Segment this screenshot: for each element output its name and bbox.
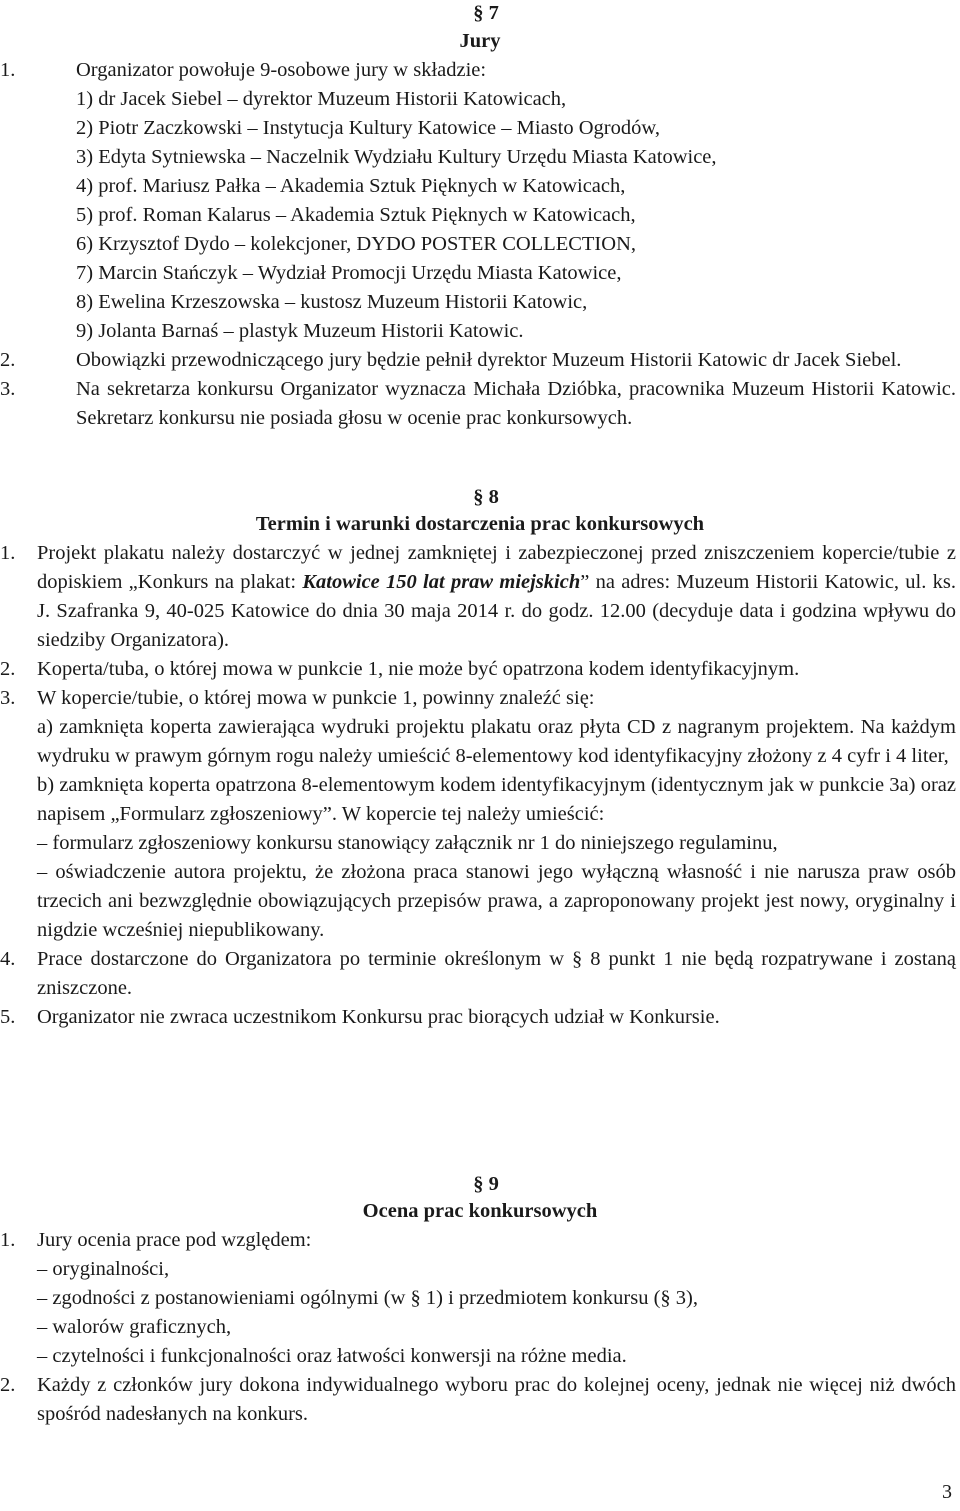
jury-member: 7) Marcin Stańczyk – Wydział Promocji Urzędu Miasta Katowice,	[76, 262, 622, 284]
evaluation-criterion: – czytelności i funkcjonalności oraz łatwości konwersji na różne media.	[37, 1345, 627, 1367]
s8-item-2-text: Koperta/tuba, o której mowa w punkcie 1, nie może być opatrzona kodem identyfikacyjnym.	[37, 658, 800, 680]
jury-member: 4) prof. Mariusz Pałka – Akademia Sztuk Pięknych w Katowicach,	[76, 175, 626, 197]
s7-item-3	[0, 375, 960, 433]
jury-member: 9) Jolanta Barnaś – plastyk Muzeum Historii Katowic.	[76, 320, 524, 342]
s8-item-3-dash-2: – oświadczenie autora projektu, że złożona praca stanowi jego wyłączną własność i nie narusza praw osób trzecich ani bezwzględnie obowiązujących przepisów prawa, a zaproponowany projekt jest nowy, oryginalny i nigdzie wcześniej niepublikowany.	[37, 861, 956, 941]
contest-name: Katowice 150 lat praw miejskich	[302, 571, 581, 593]
section-9-title: Ocena prac konkursowych	[362, 1200, 598, 1222]
s8-item-2-number: 2.	[0, 658, 16, 680]
jury-member: 6) Krzysztof Dydo – kolekcjoner, DYDO POSTER COLLECTION,	[76, 233, 636, 255]
s8-item-4-text: Prace dostarczone do Organizatora po terminie określonym w § 8 punkt 1 nie będą rozpatrywane i zostaną zniszczone.	[37, 948, 956, 999]
evaluation-criterion: – zgodności z postanowieniami ogólnymi (w § 1) i przedmiotem konkursu (§ 3),	[37, 1287, 699, 1309]
s8-item-1	[0, 539, 960, 655]
jury-member: 2) Piotr Zaczkowski – Instytucja Kultury Katowice – Miasto Ogrodów,	[76, 117, 660, 139]
s8-item-5-text: Organizator nie zwraca uczestnikom Konkursu prac biorących udział w Konkursie.	[37, 1006, 720, 1028]
s9-item-2-number: 2.	[0, 1374, 16, 1396]
jury-member: 3) Edyta Sytniewska – Naczelnik Wydziału Kultury Urzędu Miasta Katowice,	[76, 146, 717, 168]
jury-member: 8) Ewelina Krzeszowska – kustosz Muzeum Historii Katowic,	[76, 291, 588, 313]
s8-item-3-intro: W kopercie/tubie, o której mowa w punkcie 1, powinny znaleźć się:	[37, 687, 595, 709]
s8-item-3-point-a: a) zamknięta koperta zawierająca wydruki projektu plakatu oraz płyta CD z nagranym projektem. Na każdym wydruku w prawym górnym rogu należy umieścić 8-elementowy kod identyfikacyjny złożony z 4 cyfr i 4 liter,	[37, 716, 956, 767]
jury-member: 5) prof. Roman Kalarus – Akademia Sztuk Pięknych w Katowicach,	[76, 204, 636, 226]
section-7-number: § 7	[473, 2, 499, 24]
s8-item-2	[0, 655, 960, 684]
s7-item-3-text: Na sekretarza konkursu Organizator wyznacza Michała Dzióbka, pracownika Muzeum Historii Katowic. Sekretarz konkursu nie posiada głosu w ocenie prac konkursowych.	[76, 378, 956, 429]
s8-item-3-point-b: b) zamknięta koperta opatrzona 8-elementowym kodem identyfikacyjnym (identycznym jak w punkcie 3a) oraz napisem „Formularz zgłoszeniowy”. W kopercie tej należy umieścić:	[37, 774, 956, 825]
s7-item-1-number: 1.	[0, 59, 16, 81]
section-8	[0, 485, 960, 1032]
s9-item-1-intro: Jury ocenia prace pod względem:	[37, 1229, 312, 1251]
s7-item-1-text: Organizator powołuje 9-osobowe jury w składzie:	[76, 59, 487, 81]
s8-item-1-text-c: ” na adres: Muzeum Historii Katowic, ul. ks. J. Szafranka 9, 40-025 Katowice do dnia 30 maja 2014 r. do godz. 12.00 (decyduje data i godzina wpływu do siedziby Organizatora).	[37, 571, 956, 651]
s8-item-1-text	[37, 539, 956, 655]
s8-item-1-text-a: Projekt plakatu należy dostarczyć w jednej zamkniętej i zabezpieczonej przed zniszczeniem kopercie/tubie z dopiskiem „Konkurs na plakat:	[37, 542, 956, 593]
s7-item-2-text: Obowiązki przewodniczącego jury będzie pełnił dyrektor Muzeum Historii Katowic dr Jacek Siebel.	[76, 349, 902, 371]
section-7	[0, 0, 960, 433]
section-9	[0, 1172, 960, 1429]
s9-item-2-text: Każdy z członków jury dokona indywidualnego wyboru prac do kolejnej oceny, jednak nie więcej niż dwóch spośród nadesłanych na konkurs.	[37, 1374, 956, 1425]
section-7-title: Jury	[459, 30, 501, 52]
s8-item-5	[0, 1003, 960, 1032]
s7-item-2	[0, 346, 960, 375]
s8-item-4	[0, 945, 960, 1003]
s8-item-3	[0, 684, 960, 945]
evaluation-criterion: – walorów graficznych,	[37, 1316, 232, 1338]
jury-member: 1) dr Jacek Siebel – dyrektor Muzeum Historii Katowicach,	[76, 88, 567, 110]
section-8-number: § 8	[473, 486, 499, 508]
s8-item-4-number: 4.	[0, 948, 16, 970]
s9-item-2	[0, 1371, 960, 1429]
s8-item-1-number: 1.	[0, 542, 16, 564]
s8-item-3-dash-1: – formularz zgłoszeniowy konkursu stanowiący załącznik nr 1 do niniejszego regulaminu,	[37, 832, 778, 854]
section-8-title: Termin i warunki dostarczenia prac konkursowych	[255, 513, 705, 535]
s7-item-3-number: 3.	[0, 378, 16, 400]
s7-item-2-number: 2.	[0, 349, 16, 371]
s9-item-1	[0, 1226, 960, 1371]
s8-item-3-number: 3.	[0, 687, 16, 709]
s7-item-1	[0, 56, 960, 346]
page-number: 3	[942, 1481, 952, 1503]
jury-member-list	[37, 85, 956, 346]
s8-item-5-number: 5.	[0, 1006, 16, 1028]
s9-item-1-number: 1.	[0, 1229, 16, 1251]
evaluation-criterion: – oryginalności,	[37, 1258, 170, 1280]
section-9-number: § 9	[473, 1173, 499, 1195]
